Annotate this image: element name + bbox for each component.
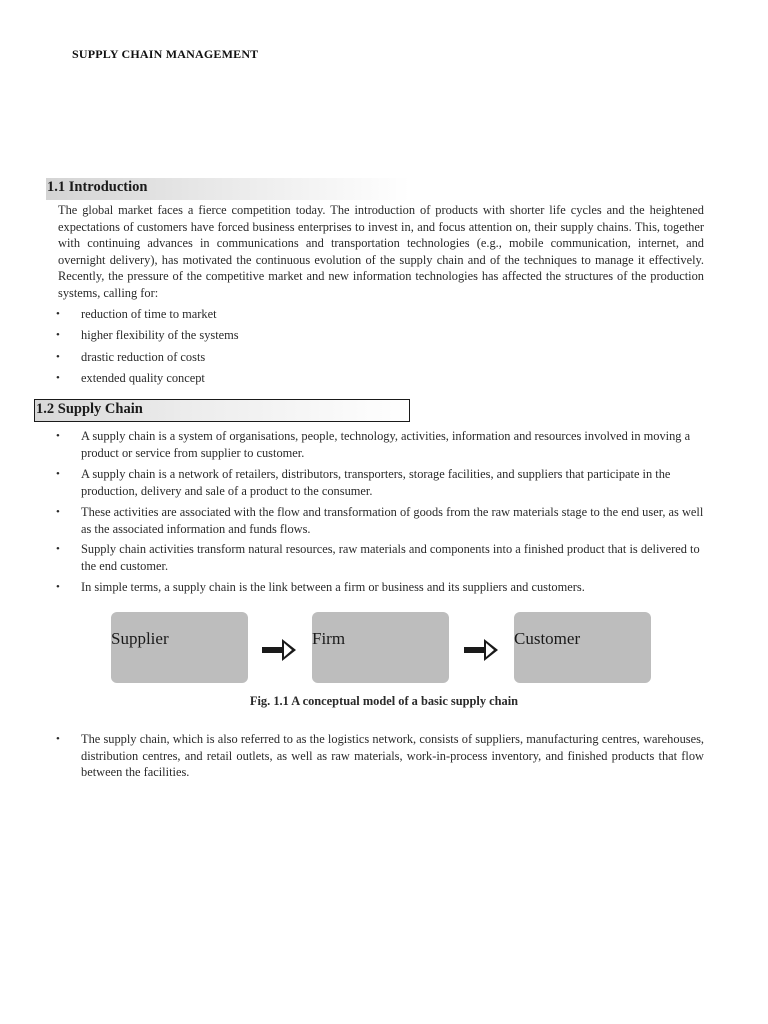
running-head: SUPPLY CHAIN MANAGEMENT	[72, 47, 259, 61]
supply-chain-bullet-list	[56, 541, 706, 574]
bullet-icon: •	[56, 581, 60, 593]
list-item: • These activities are associated with the flow and transformation of goods from the raw materials stage to the end user, as well as the associated information and funds flows.	[56, 505, 704, 536]
supply-chain-bullet-list	[56, 466, 706, 499]
right-arrow-icon	[262, 637, 298, 663]
intro-bullet-list	[56, 306, 239, 391]
bullet-icon: •	[56, 371, 60, 384]
list-item: • drastic reduction of costs	[56, 349, 206, 364]
list-item: • extended quality concept	[56, 370, 205, 385]
section-heading-supply-chain	[34, 399, 410, 422]
figure-caption: Fig. 1.1 A conceptual model of a basic supply chain	[249, 694, 519, 708]
section-heading-introduction	[46, 178, 410, 200]
bullet-icon: •	[56, 506, 60, 518]
bullet-icon: •	[56, 468, 60, 480]
list-item: • Supply chain activities transform natural resources, raw materials and components into a finished product that is delivered to the end customer.	[56, 542, 700, 573]
supplier-box	[111, 612, 248, 683]
supplier-label: Supplier	[111, 629, 169, 648]
supply-chain-bullet-list	[56, 579, 706, 596]
section-heading-label: 1.1 Introduction	[47, 179, 148, 195]
bullet-icon: •	[56, 329, 60, 342]
bullet-icon: •	[56, 308, 60, 320]
firm-box	[312, 612, 449, 683]
customer-label: Customer	[514, 629, 581, 648]
bullet-icon: •	[56, 430, 60, 442]
list-item: • higher flexibility of the systems	[56, 328, 239, 343]
list-item: • A supply chain is a system of organisations, people, technology, activities, information and resources involved in moving a product or service from supplier to customer.	[56, 429, 691, 460]
right-arrow-icon	[464, 637, 500, 663]
section-heading-label: 1.2 Supply Chain	[36, 401, 143, 417]
list-item: • In simple terms, a supply chain is the link between a firm or business and its suppliers and customers.	[56, 580, 585, 594]
list-item: • The supply chain, which is also referred to as the logistics network, consists of suppliers, manufacturing centres, warehouses, distribution centres, and retail outlets, as well as raw materials, work-in-process inventory, and finished products that flow between the facilities.	[56, 732, 704, 779]
bullet-icon: •	[56, 543, 60, 555]
customer-box	[514, 612, 651, 683]
firm-label: Firm	[312, 629, 346, 648]
bullet-icon: •	[56, 350, 60, 363]
bullet-icon: •	[56, 733, 60, 745]
list-item: • A supply chain is a network of retailers, distributors, transporters, storage facilities, and suppliers that participate in the production, delivery and sale of a product to the consumer.	[56, 467, 671, 498]
supply-chain-bullet-list	[56, 428, 706, 461]
supply-chain-bullet-list	[56, 504, 706, 537]
intro-paragraph: The global market faces a fierce competition today. The introduction of products with shorter life cycles and the heightened expectations of customers have forced business enterprises to invest in, and focus attention on, their supply chains. This, together with continuing advances in communications and transportation technologies (e.g., mobile communication, internet, and overnight delivery), has motivated the continuous evolution of the supply chain and of the techniques to manage it effectively. Recently, the pressure of the competitive market and new information technologies has affected the structures of the production systems, calling for:	[58, 203, 704, 300]
list-item: • reduction of time to market	[56, 307, 217, 321]
closing-bullet-list	[56, 731, 704, 781]
